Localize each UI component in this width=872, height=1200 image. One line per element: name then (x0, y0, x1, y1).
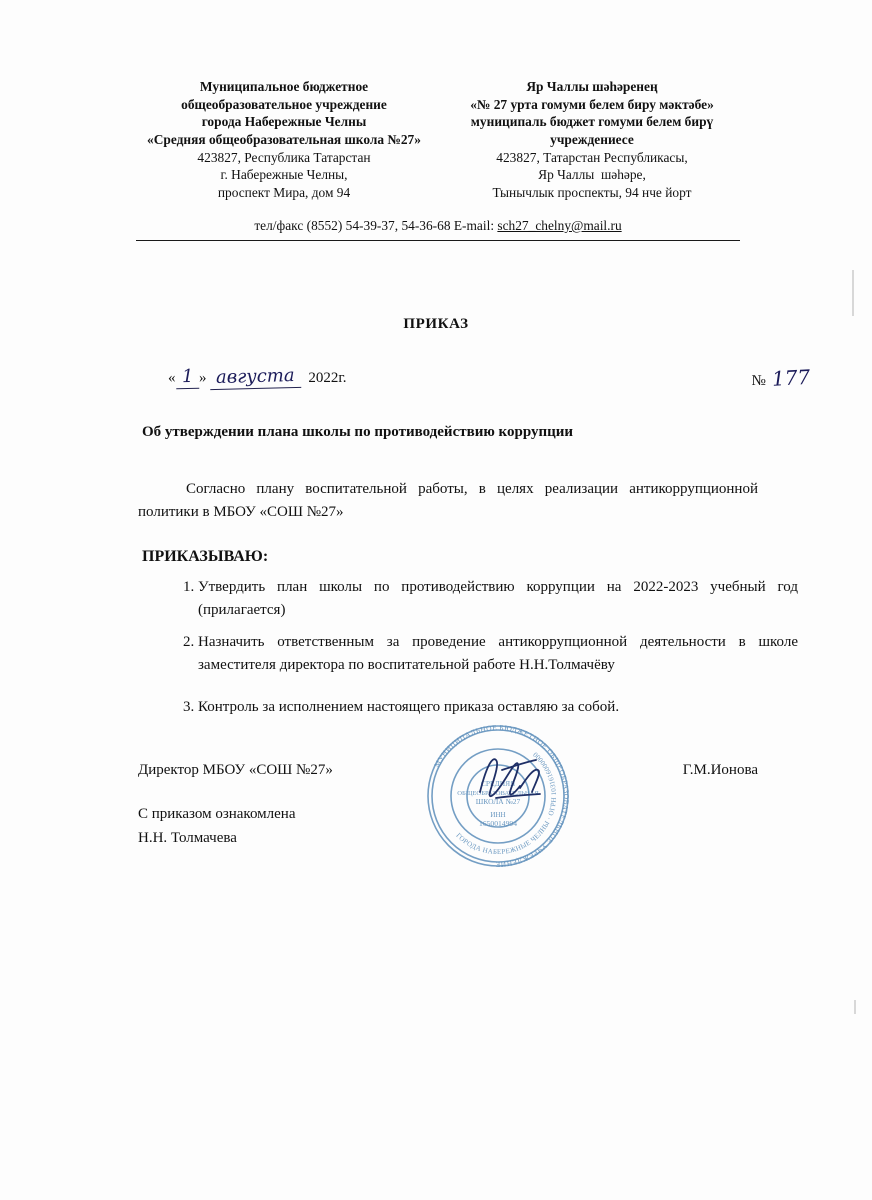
letterhead-right-bold-1: Яр Чаллы шәһәренең (526, 79, 658, 94)
official-stamp (418, 716, 578, 876)
letterhead-right-bold-3: муниципаль бюджет гомуми белем бирү (470, 114, 714, 130)
letterhead-right-plain-1: 423827, Татарстан Республикасы, (496, 149, 688, 165)
letterhead-divider (136, 240, 740, 241)
letterhead-contact-line (138, 218, 738, 234)
date-quote-open: « (168, 370, 176, 386)
letterhead-right-column (446, 78, 738, 202)
order-subject: Об утверждении плана школы по противодействию коррупции (142, 424, 574, 440)
letterhead-left-column (138, 78, 430, 202)
scan-edge-mark (854, 1000, 856, 1014)
order-preamble: Согласно плану воспитательной работы, в целях реализации антикоррупционной политики в МБОУ «СОШ №27» (138, 481, 758, 520)
svg-text:МУНИЦИПАЛЬНОЕ БЮДЖЕТНОЕ ОБЩЕОБ: МУНИЦИПАЛЬНОЕ БЮДЖЕТНОЕ ОБЩЕОБРАЗОВАТЕЛЬНОЕ УЧРЕЖДЕНИЕ (432, 722, 572, 870)
letterhead-right-plain-2: Яр Чаллы шәһәре, (538, 167, 646, 183)
letterhead-left-bold-3: города Набережные Челны (201, 114, 367, 130)
handwritten-signature (462, 740, 582, 820)
order-number-line (752, 366, 811, 390)
svg-text:ШКОЛА №27: ШКОЛА №27 (475, 797, 521, 806)
letterhead-left-bold-1: Муниципальное бюджетное (199, 79, 369, 94)
contact-phone-text: тел/факс (8552) 54-39-37, 54-36-68 E-mail: (254, 218, 498, 233)
date-line (168, 366, 347, 389)
svg-text:1650014994: 1650014994 (479, 819, 517, 828)
page-title: ПРИКАЗ (403, 316, 469, 332)
date-quote-close: » (198, 370, 207, 386)
list-item: 1. Утвердить план школы по противодействию коррупции на 2022-2023 учебный год (прилагается) (198, 576, 798, 621)
letterhead-left-plain-3: проспект Мира, дом 94 (217, 185, 351, 201)
svg-text:ОБЩЕОБРАЗОВАТЕЛЬНАЯ: ОБЩЕОБРАЗОВАТЕЛЬНАЯ (457, 790, 539, 797)
letterhead-right-bold-2: «№ 27 урта гомуми белем биру мәктәбе» (470, 96, 714, 112)
signature-position: Директор МБОУ «СОШ №27» (138, 762, 333, 778)
letterhead-right-plain-3: Тынычлык проспекты, 94 нче йорт (492, 185, 692, 201)
order-number-label: № (751, 373, 766, 389)
svg-text:СРЕДНЯЯ: СРЕДНЯЯ (480, 779, 516, 788)
svg-text:ГОРОДА НАБЕРЕЖНЫЕ ЧЕЛНЫ · ОГРН: ГОРОДА НАБЕРЕЖНЫЕ ЧЕЛНЫ · ОГРН 1031616000000 (454, 750, 559, 857)
letterhead-left-bold-4: «Средняя общеобразовательная школа №27» (147, 132, 421, 148)
letterhead-right-bold-4: учреждениесе (550, 132, 634, 148)
date-year: 2022г. (308, 370, 347, 386)
list-item: 2. Назначить ответственным за проведение антикоррупционной деятельности в школе заместителя директора по воспитательной работе Н.Н.Толмачёву (198, 631, 798, 676)
signature-block (138, 762, 758, 779)
contact-email-link[interactable]: sch27_chelny@mail.ru (497, 218, 622, 233)
acknowledgement-block (138, 802, 296, 850)
signature-name: Г.М.Ионова (682, 762, 758, 778)
date-month-handwritten: августа (210, 365, 301, 390)
order-number-handwritten: 177 (771, 364, 811, 391)
scan-edge-mark (852, 270, 854, 316)
letterhead-left-plain-1: 423827, Республика Татарстан (197, 149, 371, 165)
letterhead-left-bold-2: общеобразовательное учреждение (181, 96, 387, 112)
order-keyword: ПРИКАЗЫВАЮ: (142, 548, 269, 565)
acknowledgement-line-2: Н.Н. Толмачева (138, 830, 237, 846)
letterhead-left-plain-2: г. Набережные Челны, (220, 167, 348, 183)
letterhead (138, 78, 738, 202)
svg-text:ИНН: ИНН (490, 811, 506, 819)
acknowledgement-line-1: С приказом ознакомлена (138, 806, 296, 822)
date-day-handwritten: 1 (175, 366, 199, 390)
list-item: 3. Контроль за исполнением настоящего приказа оставляю за собой. (198, 696, 798, 719)
order-items-list (170, 576, 798, 729)
